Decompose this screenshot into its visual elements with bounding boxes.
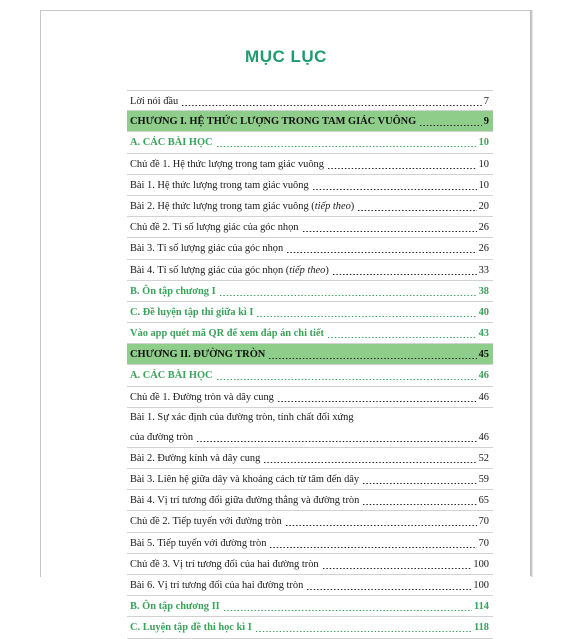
toc-entry-italic: tiếp theo [289, 264, 326, 276]
dot-leader [255, 617, 472, 637]
dot-leader [306, 575, 471, 595]
toc-row [127, 281, 493, 302]
toc-row [127, 196, 493, 217]
toc-row [127, 596, 493, 617]
toc-row [127, 323, 493, 344]
toc-page-number: 33 [478, 264, 489, 276]
toc-page-number: 52 [478, 452, 489, 464]
toc-page-number: 38 [478, 285, 489, 297]
toc-row [127, 302, 493, 323]
toc-page-number: 100 [473, 579, 489, 591]
toc-entry-text: Bài 2. Đường kính và dây cung [130, 452, 261, 464]
toc-page-number: 20 [478, 200, 489, 212]
dot-leader [302, 217, 478, 237]
toc-entry-text: Chủ đề 2. Tiếp tuyến với đường tròn [130, 516, 282, 528]
dot-leader [181, 91, 482, 110]
toc-row [127, 554, 493, 575]
toc-row [127, 238, 493, 259]
toc-entry-title [130, 175, 309, 196]
toc-entry-title [130, 323, 324, 344]
document-page [40, 10, 532, 634]
toc-entry-text: Bài 6. Vị trí tương đối của hai đường tròn [130, 579, 304, 591]
dot-leader [285, 511, 477, 531]
toc-entry-text: Bài 1. Sự xác định của đường tròn, tính chất đối xứng [130, 411, 354, 423]
toc-page-number: 100 [473, 558, 489, 570]
toc-entry-text: Bài 2. Hệ thức lượng trong tam giác vuông ( [130, 200, 315, 212]
toc-entry-title [130, 154, 324, 175]
toc-row [127, 217, 493, 238]
toc-page-number: 114 [473, 601, 489, 613]
toc-entry-title [130, 132, 213, 153]
toc-entry-text: B. Ôn tập chương II [130, 601, 220, 613]
toc-page-number: 45 [478, 349, 489, 361]
dot-leader [362, 469, 477, 489]
toc-entry-title [130, 260, 329, 281]
dot-leader [268, 344, 477, 364]
toc-entry-title [130, 365, 213, 386]
dot-leader [327, 154, 477, 174]
dot-leader [269, 533, 477, 553]
toc-page-number: 46 [478, 391, 489, 403]
toc-entry-title [130, 281, 216, 302]
toc-entry-text: Bài 1. Hệ thức lượng trong tam giác vuông [130, 179, 309, 191]
toc-page-number: 40 [478, 306, 489, 318]
dot-leader [219, 281, 477, 301]
toc-row [127, 448, 493, 469]
toc-row [127, 511, 493, 532]
toc-entry-title [130, 511, 282, 532]
toc-row [127, 387, 493, 408]
toc-row [127, 533, 493, 554]
toc-entry-title [130, 238, 283, 259]
toc-entry-text: A. CÁC BÀI HỌC [130, 137, 213, 149]
toc-page-number: 10 [478, 179, 489, 191]
toc-entry-text: Bài 3. Liên hệ giữa dây và khoảng cách từ tâm đến dây [130, 474, 360, 485]
toc-page-number: 9 [483, 116, 489, 128]
toc-row [127, 408, 493, 448]
toc-entry-text: Bài 3. Tỉ số lượng giác của góc nhọn [130, 243, 284, 255]
toc-row [127, 617, 493, 638]
dot-leader [332, 260, 477, 280]
toc-page-number: 70 [478, 537, 489, 549]
toc-entry-title [130, 533, 266, 554]
toc-entry-text: Bài 5. Tiếp tuyến với đường tròn [130, 537, 267, 549]
toc-page-number: 70 [478, 516, 489, 528]
toc-page-number: 118 [473, 622, 489, 634]
toc-row [127, 175, 493, 196]
toc-entry-text: C. Đề luyện tập thi giữa kì I [130, 306, 254, 318]
table-of-contents [127, 90, 493, 639]
toc-entry-title [130, 575, 303, 596]
toc-entry-title [130, 217, 299, 238]
toc-entry-text: CHƯƠNG I. HỆ THỨC LƯỢNG TRONG TAM GIÁC VUÔNG [130, 116, 417, 128]
toc-entry-text: B. Ôn tập chương I [130, 285, 216, 297]
toc-entry-title [130, 302, 253, 323]
dot-leader [196, 428, 477, 448]
toc-entry-text: C. Luyện tập đề thi học kì I [130, 622, 252, 634]
toc-entry-text: Chủ đề 2. Tỉ số lượng giác của góc nhọn [130, 222, 299, 234]
toc-page-number: 26 [478, 243, 489, 255]
toc-entry-text-after: ) [350, 200, 355, 212]
toc-entry-text: Vào app quét mã QR để xem đáp án chi tiết [130, 328, 324, 340]
toc-chapter-row [127, 344, 493, 365]
page-title: MỤC LỤC [245, 47, 327, 66]
toc-entry-title [130, 596, 220, 617]
dot-leader [322, 554, 471, 574]
toc-entry-text: Bài 4. Vị trí tương đối giữa đường thẳng và đường tròn [130, 495, 360, 507]
toc-page-number: 7 [483, 96, 489, 107]
dot-leader [327, 323, 477, 343]
toc-entry-title [130, 490, 359, 511]
toc-entry-title [130, 91, 178, 112]
toc-row [127, 90, 493, 111]
toc-entry-text: Chủ đề 1. Đường tròn và dây cung [130, 391, 274, 403]
dot-leader [263, 448, 477, 468]
dot-leader [357, 196, 477, 216]
toc-entry-italic: tiếp theo [314, 200, 351, 212]
toc-row [127, 132, 493, 153]
toc-page-number: 46 [478, 370, 489, 382]
toc-entry-text: A. CÁC BÀI HỌC [130, 370, 213, 382]
toc-row [127, 154, 493, 175]
toc-entry-text: Chủ đề 1. Hệ thức lượng trong tam giác vuông [130, 158, 324, 170]
toc-page-number: 65 [478, 495, 489, 507]
dot-leader [256, 302, 477, 322]
toc-entry-title [130, 554, 319, 575]
toc-entry-text: Bài 4. Tỉ số lượng giác của góc nhọn ( [130, 264, 290, 276]
toc-entry-title [130, 387, 274, 408]
toc-entry-title [130, 111, 416, 132]
toc-chapter-row [127, 111, 493, 132]
dot-leader [362, 490, 477, 510]
dot-leader [312, 175, 477, 195]
toc-row [127, 469, 493, 490]
toc-entry-title [130, 617, 252, 638]
dot-leader [216, 132, 477, 152]
toc-page-number: 10 [478, 158, 489, 170]
toc-entry-title [130, 344, 265, 365]
toc-row [127, 575, 493, 596]
toc-page-number: 26 [478, 222, 489, 234]
toc-entry-text: Chủ đề 3. Vị trí tương đối của hai đường tròn [130, 558, 319, 570]
dot-leader [216, 365, 477, 385]
toc-entry-text: Lời nói đầu [130, 96, 179, 107]
dot-leader [286, 238, 477, 258]
toc-entry-text-after: ) [325, 264, 329, 276]
toc-page-number: 43 [478, 328, 489, 340]
toc-entry-text: CHƯƠNG II. ĐƯỜNG TRÒN [130, 349, 266, 361]
toc-row [127, 260, 493, 281]
toc-row [127, 490, 493, 511]
toc-page-number: 59 [478, 474, 489, 485]
dot-leader [419, 111, 482, 131]
toc-entry-text-line2: của đường tròn [130, 431, 194, 443]
dot-leader [277, 387, 477, 407]
toc-page-number: 10 [478, 137, 489, 149]
toc-entry-title [130, 196, 354, 217]
toc-entry-title [130, 448, 260, 469]
toc-row [127, 365, 493, 386]
dot-leader [223, 596, 472, 616]
toc-page-number: 46 [478, 431, 489, 443]
page-edge-divider [530, 10, 531, 576]
toc-entry-title [130, 469, 359, 490]
